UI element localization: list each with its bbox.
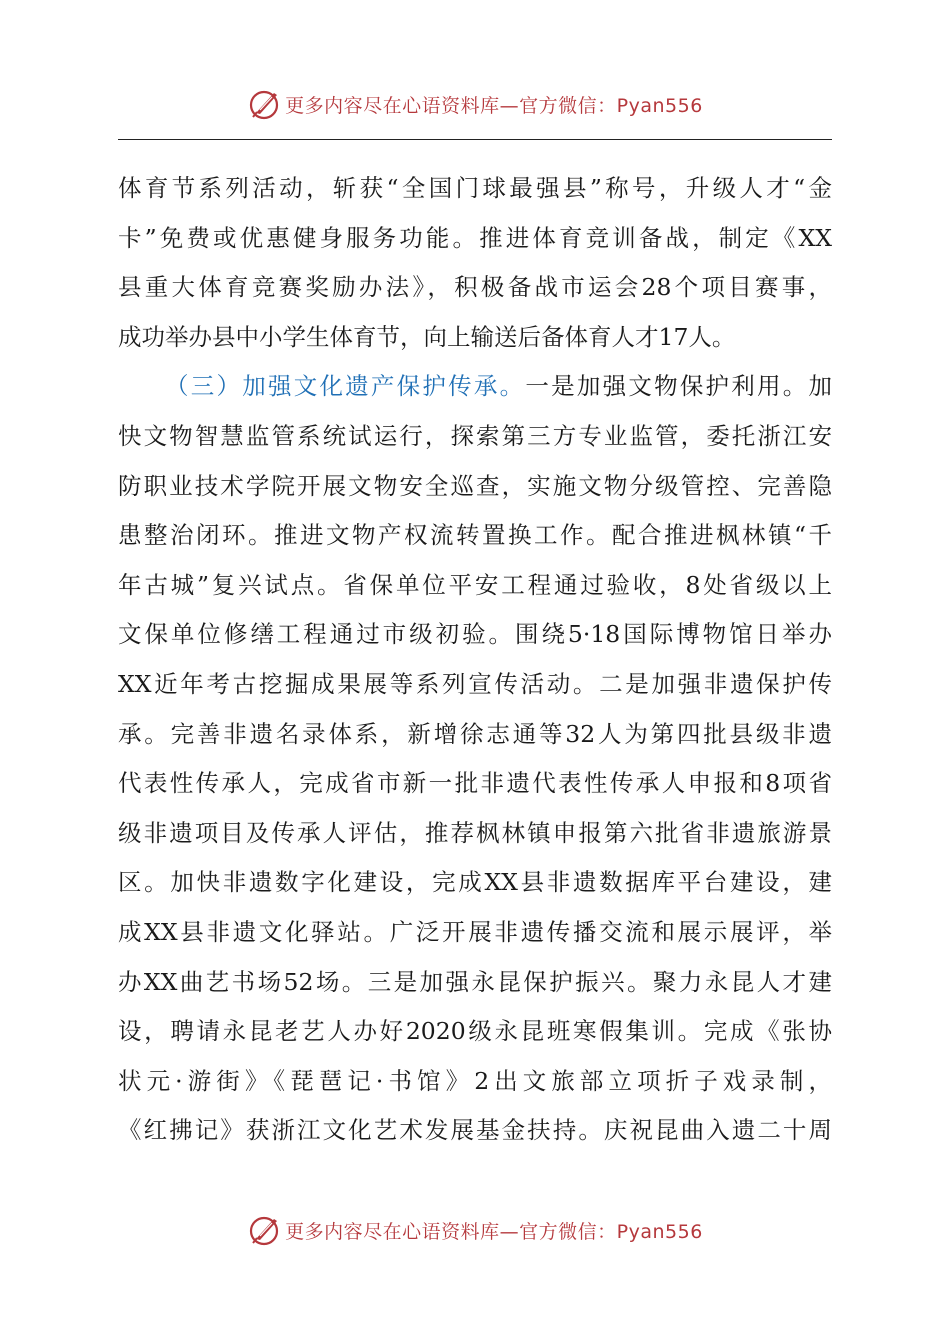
text-line: XX近年考古挖掘成果展等系列宣传活动。二是加强非遗保护传 <box>118 669 832 698</box>
text-line: 办XX曲艺书场52场。三是加强永昆保护振兴。聚力永昆人才建 <box>118 967 832 996</box>
text-line: 区。加快非遗数字化建设，完成XX县非遗数据库平台建设，建 <box>118 868 832 897</box>
header-banner-text: 更多内容尽在心语资料库—官方微信：Pyan556 <box>285 94 703 117</box>
text-line: 防职业技术学院开展文物安全巡查，实施文物分级管控、完善隐 <box>118 471 832 500</box>
text-line: 设，聘请永昆老艺人办好2020级永昆班寒假集训。完成《张协 <box>118 1017 832 1046</box>
header-divider <box>118 139 832 140</box>
text-line: 《红拂记》获浙江文化艺术发展基金扶持。庆祝昆曲入遗二十周 <box>118 1116 832 1145</box>
text-line: 成XX县非遗文化驿站。广泛开展非遗传播交流和展示展评，举 <box>118 917 832 946</box>
header-banner <box>0 84 950 124</box>
text-line: 县重大体育竞赛奖励办法》，积极备战市运会28个项目赛事， <box>118 273 832 302</box>
footer-banner-text: 更多内容尽在心语资料库—官方微信：Pyan556 <box>285 1220 703 1243</box>
text-line: 承。完善非遗名录体系，新增徐志通等32人为第四批县级非遗 <box>118 719 832 748</box>
text-line: 代表性传承人，完成省市新一批非遗代表性传承人申报和8项省 <box>118 769 832 798</box>
quill-logo-icon <box>247 86 283 122</box>
text-run: 一是加强文物保护利用。加 <box>525 372 833 401</box>
quill-logo-icon <box>247 1212 283 1248</box>
section-heading-line <box>118 362 832 412</box>
text-line: 年古城”复兴试点。省保单位平安工程通过验收，8处省级以上 <box>118 570 832 599</box>
text-line: 级非遗项目及传承人评估，推荐枫林镇申报第六批省非遗旅游景 <box>118 818 832 847</box>
section-heading: （三）加强文化遗产保护传承。 <box>165 372 526 401</box>
text-line: 状元·游街》《琵琶记·书馆》2出文旅部立项折子戏录制， <box>118 1066 832 1095</box>
text-line: 文保单位修缮工程通过市级初验。围绕5·18国际博物馆日举办 <box>118 620 832 649</box>
text-line: 体育节系列活动，斩获“全国门球最强县”称号，升级人才“金 <box>118 174 832 202</box>
footer-banner <box>0 1210 950 1250</box>
text-line: 快文物智慧监管系统试运行，探索第三方专业监管，委托浙江安 <box>118 421 832 450</box>
document-body <box>118 164 832 1156</box>
text-line: 卡”免费或优惠健身服务功能。推进体育竞训备战，制定《XX <box>118 223 832 252</box>
text-line: 成功举办县中小学生体育节，向上输送后备体育人才17人。 <box>118 322 736 351</box>
text-line: 患整治闭环。推进文物产权流转置换工作。配合推进枫林镇“千 <box>118 521 832 550</box>
